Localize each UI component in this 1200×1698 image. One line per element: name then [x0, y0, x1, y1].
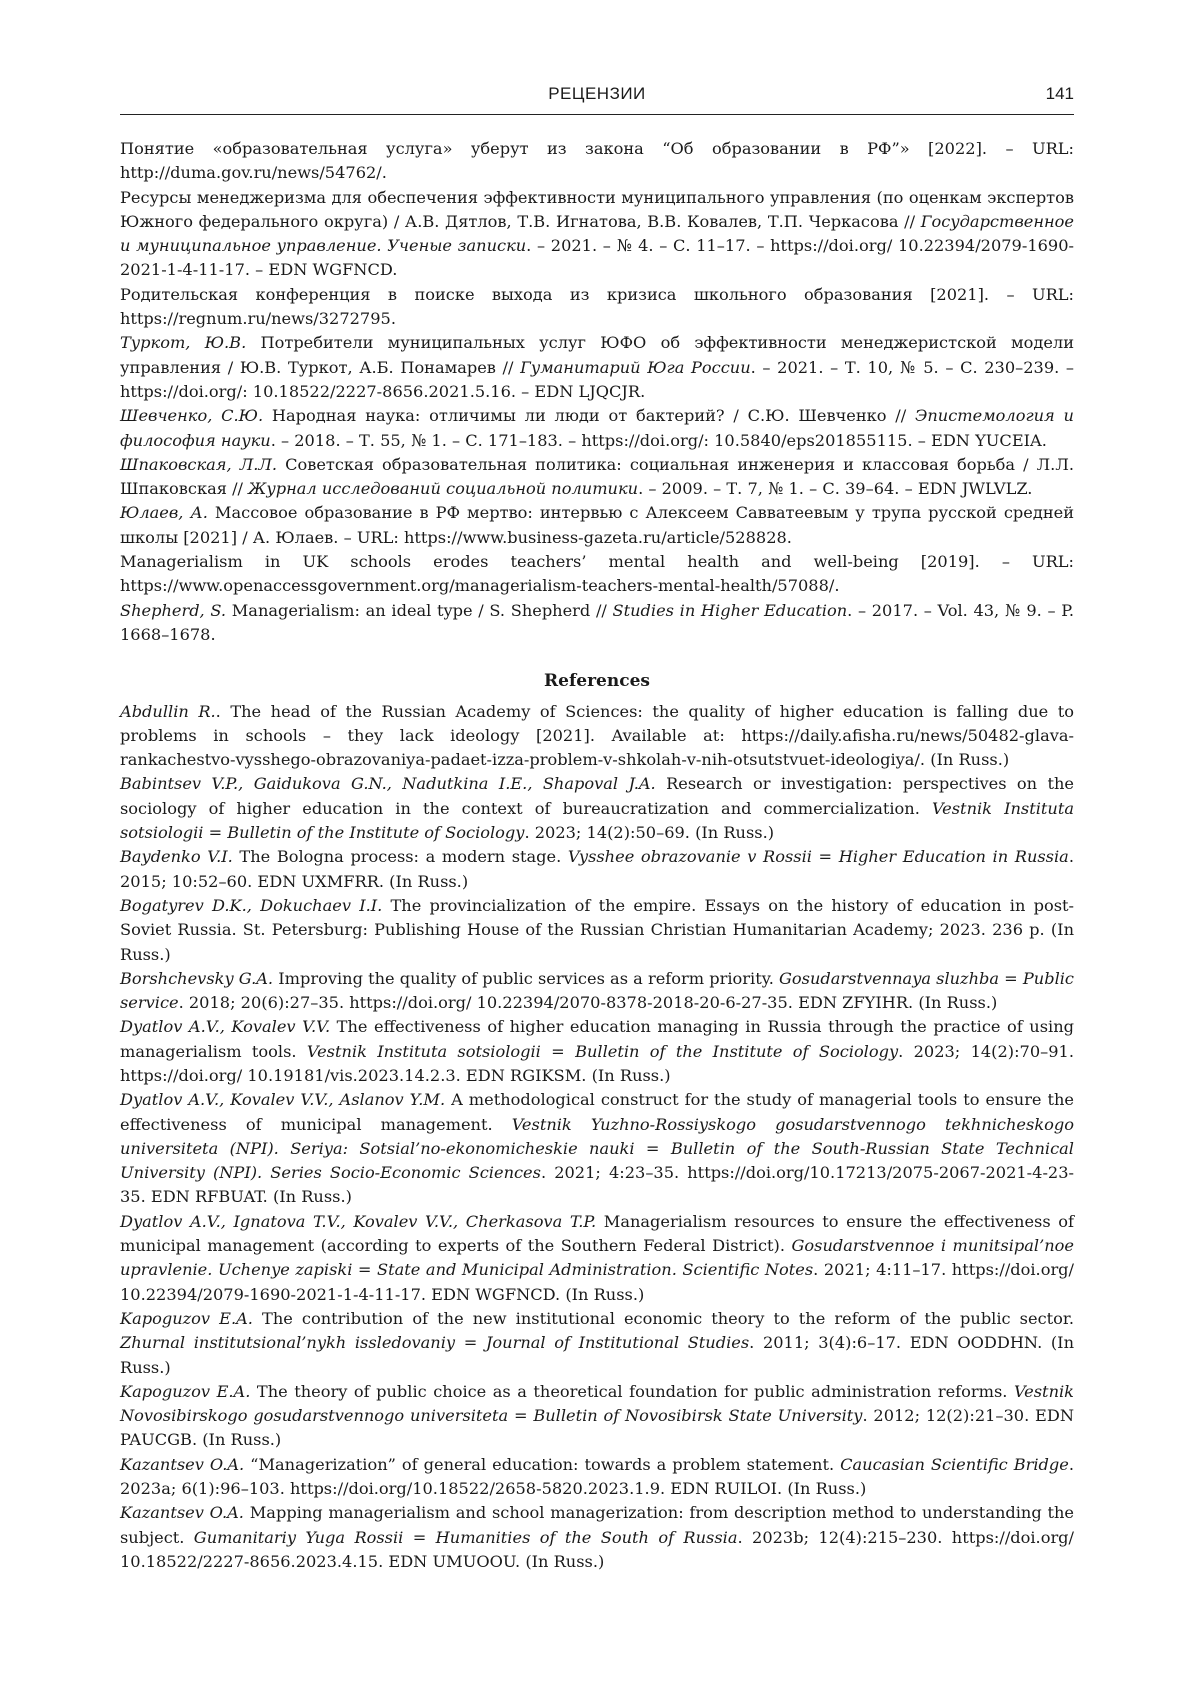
entry-details: . 2015; 10:52–60. EDN UXMFRR. (In Russ.) [120, 847, 1074, 891]
entry-author: Dyatlov A.V., Ignatova T.V., Kovalev V.V., Cherkasova T.P. [120, 1211, 597, 1231]
entry-text: Понятие «образовательная услуга» уберут из закона “Об образовании в РФ”» [2022]. – URL: http://duma.gov.ru/news/54762/. [120, 139, 1074, 183]
bibliography-entry [120, 845, 1074, 894]
entry-text: Ресурсы менеджеризма для обеспечения эффективности муниципального управления (по оценкам экспертов Южного федерального округа) / А.В. Дятлов, Т.В. Игнатова, В.В. Ковалев, Т.П. Черкасова // [120, 187, 1074, 231]
entry-text: The Bologna process: a modern stage. [232, 847, 568, 867]
entry-details: . 2023; 14(2):70–91. https://doi.org/ 10.19181/vis.2023.14.2.3. EDN RGIKSM. (In Russ.) [120, 1041, 1074, 1085]
bibliography-entry [120, 1210, 1074, 1307]
entry-text: Потребители муниципальных услуг ЮФО об эффективности менеджеристской модели управления / Ю.В. Туркот, А.Б. Понамарев // [120, 333, 1075, 377]
bibliography-entry [120, 772, 1074, 845]
bibliography-entry [120, 700, 1074, 773]
entry-details: . 2012; 12(2):21–30. EDN PAUCGB. (In Russ.) [120, 1406, 1075, 1450]
entry-author: Шпаковская, Л.Л. [120, 454, 278, 474]
bibliography-entry [120, 331, 1074, 404]
russian-bibliography [120, 137, 1074, 647]
bibliography-entry [120, 1088, 1074, 1209]
entry-author: Abdullin R. [120, 701, 216, 721]
bibliography-entry [120, 1307, 1074, 1380]
references-list [120, 700, 1074, 1575]
entry-text: A methodological construct for the study of managerial tools to ensure the effectiveness of municipal management. [120, 1090, 1075, 1134]
bibliography-entry [120, 1380, 1074, 1453]
running-header [120, 84, 1074, 115]
bibliography-entry [120, 599, 1074, 648]
entry-details: . 2018; 20(6):27–35. https://doi.org/ 10.22394/2070-8378-2018-20-6-27-35. EDN ZFYIHR. (In Russ.) [178, 993, 998, 1013]
bibliography-entry [120, 404, 1074, 453]
bibliography-entry [120, 283, 1074, 332]
page-number: 141 [1045, 84, 1074, 103]
entry-details: . – 2021. – № 4. – С. 11–17. – https://doi.org/ 10.22394/2079-1690-2021-1-4-11-17. – EDN WGFNCD. [120, 236, 1074, 280]
entry-source: Vysshee obrazovanie v Rossii = Higher Education in Russia [567, 847, 1069, 867]
entry-text: Mapping managerialism and school managerization: from description method to understanding the subject. [120, 1503, 1074, 1547]
entry-details: . – 2018. – Т. 55, № 1. – С. 171–183. – https://doi.org/: 10.5840/eps201855115. – EDN YUCEIA. [270, 430, 1047, 450]
entry-author: Юлаев, А. [120, 503, 208, 523]
entry-details: . 2023; 14(2):50–69. (In Russ.) [524, 823, 775, 843]
entry-author: Kapoguzov E.A. [120, 1381, 251, 1401]
entry-author: Туркот, Ю.В. [120, 333, 247, 353]
entry-source: Vestnik Instituta sotsiologii = Bulletin of the Institute of Sociology [120, 798, 1074, 843]
entry-details: . 2021; 4:11–17. https://doi.org/ 10.22394/2079-1690-2021-1-4-11-17. EDN WGFNCD. (In Russ.) [120, 1260, 1074, 1304]
entry-author: Kazantsev O.A. [120, 1503, 244, 1523]
references-heading: References [544, 671, 650, 692]
entry-text: Managerialism resources to ensure the effectiveness of municipal management (according to experts of the Southern Federal District). [120, 1211, 1074, 1256]
entry-author: Dyatlov A.V., Kovalev V.V. [120, 1017, 331, 1037]
running-title: РЕЦЕНЗИИ [548, 84, 646, 103]
bibliography-entry [120, 137, 1074, 186]
entry-text: Родительская конференция в поиске выхода из кризиса школьного образования [2021]. – URL: https://regnum.ru/news/3272795. [120, 284, 1074, 329]
entry-text: “Managerization” of general education: towards a problem statement. [244, 1454, 841, 1474]
entry-source: Gosudarstvennoe i munitsipal’noe upravlenie. Uchenye zapiski = State and Municipal Administration. Scientific Notes [120, 1236, 1074, 1280]
entry-details: . 2021; 4:23–35. https://doi.org/10.17213/2075-2067-2021-4-23-35. EDN RFBUAT. (In Russ.) [120, 1163, 1074, 1207]
bibliography-entry [120, 1501, 1074, 1574]
bibliography-entry [120, 501, 1074, 550]
entry-author: Bogatyrev D.K., Dokuchaev I.I. [120, 895, 383, 915]
bibliography-entry [120, 186, 1074, 283]
entry-text: Советская образовательная политика: социальная инженерия и классовая борьба / Л.Л. Шпаковская // [120, 454, 1074, 499]
entry-details: . 2023b; 12(4):215–230. https://doi.org/ 10.18522/2227-8656.2023.4.15. EDN UMUOOU. (In Russ.) [120, 1527, 1074, 1571]
entry-source: Zhurnal institutsional’nykh issledovaniy = Journal of Institutional Studies [120, 1333, 750, 1353]
bibliography-entry [120, 1015, 1074, 1088]
entry-source: Журнал исследований социальной политики [248, 479, 639, 499]
entry-details: . – 2017. – Vol. 43, № 9. – P. 1668–1678. [120, 600, 1075, 644]
entry-text: The contribution of the new institutional economic theory to the reform of the public sector. [252, 1308, 1074, 1328]
entry-details: . 2023a; 6(1):96–103. https://doi.org/10.18522/2658-5820.2023.1.9. EDN RUILOI. (In Russ.) [120, 1454, 1074, 1499]
entry-source: Gumanitariy Yuga Rossii = Humanities of the South of Russia [193, 1527, 738, 1547]
entry-text: Improving the quality of public services as a reform priority. [273, 968, 779, 988]
entry-source: Gosudarstvennaya sluzhba = Public service [120, 968, 1074, 1013]
bibliography-entry [120, 453, 1074, 502]
entry-source: Государственное и муниципальное управление. Ученые записки [120, 211, 1074, 256]
entry-source: Vestnik Instituta sotsiologii = Bulletin of the Institute of Sociology [306, 1041, 899, 1061]
entry-text: Managerialism: an ideal type / S. Shepherd // [226, 600, 613, 620]
bibliography-entry [120, 550, 1074, 599]
entry-author: Шевченко, С.Ю. [120, 406, 264, 426]
entry-author: Dyatlov A.V., Kovalev V.V., Aslanov Y.M. [120, 1090, 446, 1110]
page-body [120, 137, 1074, 1574]
entry-author: Kapoguzov E.A. [120, 1308, 253, 1328]
bibliography-entry [120, 894, 1074, 967]
entry-text: Народная наука: отличимы ли люди от бактерий? / С.Ю. Шевченко // [263, 406, 915, 426]
bibliography-entry [120, 1453, 1074, 1502]
entry-source: Vestnik Yuzhno-Rossiyskogo gosudarstvennogo tekhnicheskogo universiteta (NPI). Seriya: Sotsial’no-ekonomicheskie nauki = Bulletin of the South-Russian State Technical University (NPI). Series Socio-Economic Sciences [120, 1114, 1074, 1183]
entry-text: The provincialization of the empire. Essays on the history of education in post-Soviet Russia. St. Petersburg: Publishing House of the Russian Christian Humanitarian Academy; 2023. 236 p. (In Russ.) [120, 895, 1074, 964]
bibliography-entry [120, 967, 1074, 1016]
entry-text: The effectiveness of higher education managing in Russia through the practice of using managerialism tools. [120, 1017, 1074, 1061]
entry-text: Research or investigation: perspectives on the sociology of higher education in the context of bureaucratization and commercialization. [120, 774, 1074, 818]
entry-author: Borshchevsky G.A. [120, 968, 274, 988]
entry-author: Babintsev V.P., Gaidukova G.N., Nadutkina I.E., Shapoval J.A. [120, 774, 656, 794]
entry-source: Гуманитарий Юга России [520, 357, 751, 377]
entry-author: Baydenko V.I. [120, 847, 233, 867]
entry-text: . The head of the Russian Academy of Sciences: the quality of higher education is falling due to problems in schools – they lack ideology [2021]. Available at: https://daily.afisha.ru/news/50482-glava-rankachestvo-vysshego-obrazovaniya-padaet-izza-problem-v-shkolah-v-nih-otsutstvuet-ideologiya/. (In Russ.) [120, 701, 1074, 770]
entry-source: Vestnik Novosibirskogo gosudarstvennogo universiteta = Bulletin of Novosibirsk State University [120, 1381, 1074, 1426]
entry-text: Managerialism in UK schools erodes teachers’ mental health and well-being [2019]. – URL: https://www.openaccessgovernment.org/managerialism-teachers-mental-health/57088/. [120, 552, 1074, 596]
entry-details: . 2011; 3(4):6–17. EDN OODDHN. (In Russ.) [120, 1333, 1074, 1377]
entry-text: The theory of public choice as a theoretical foundation for public administration reforms. [250, 1381, 1014, 1401]
entry-author: Kazantsev O.A. [120, 1454, 245, 1474]
entry-source: Эпистемология и философия науки [120, 406, 1074, 450]
entry-author: Shepherd, S. [120, 600, 227, 620]
entry-source: Studies in Higher Education [612, 600, 848, 620]
entry-details: . – 2009. – Т. 7, № 1. – С. 39–64. – EDN JWLVLZ. [638, 479, 1033, 499]
entry-text: Массовое образование в РФ мертво: интервью с Алексеем Савватеевым у трупа русской средней школы [2021] / А. Юлаев. – URL: https://www.business-gazeta.ru/article/528828. [120, 503, 1074, 547]
entry-source: Caucasian Scientific Bridge [840, 1454, 1069, 1474]
entry-details: . – 2021. – Т. 10, № 5. – С. 230–239. – https://doi.org/: 10.18522/2227-8656.2021.5.16. – EDN LJQCJR. [120, 357, 1075, 401]
